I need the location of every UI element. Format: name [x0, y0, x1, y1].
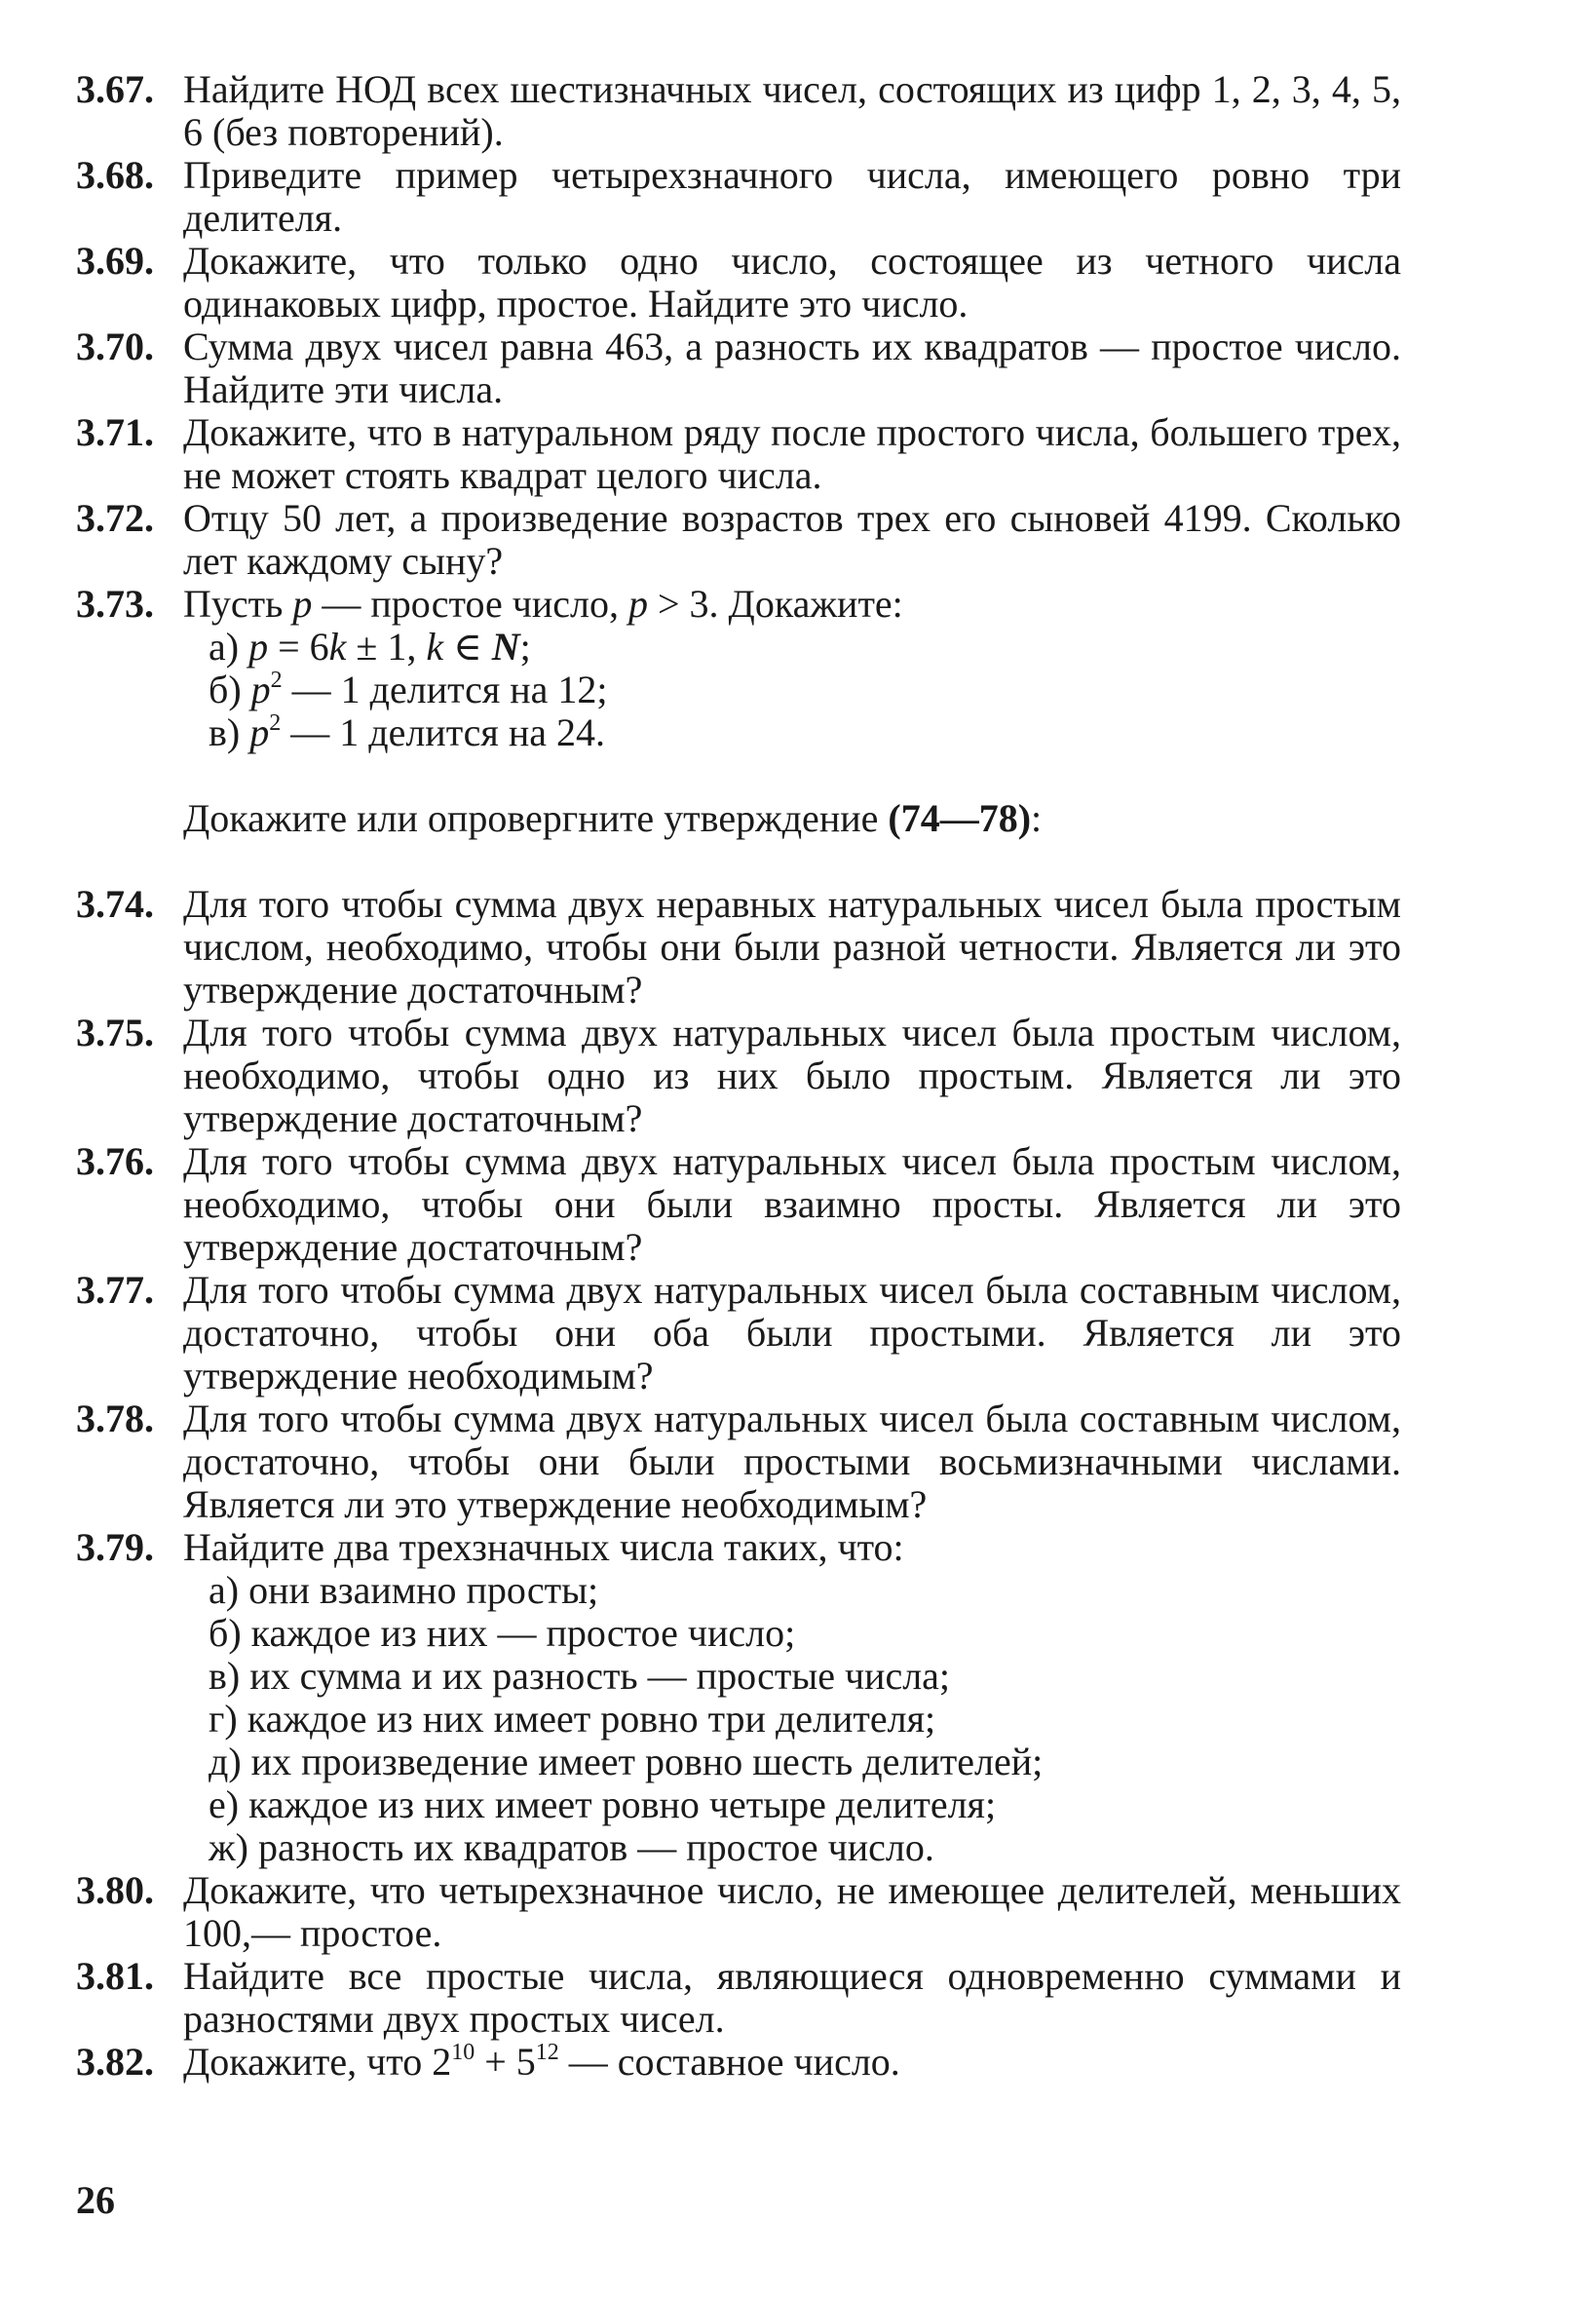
problem-text: Для того чтобы сумма двух натуральных чисел была составным числом, достаточно, чтобы они оба были простыми. Является ли это утверждение необходимым? — [183, 1268, 1401, 1397]
problem-text: Докажите, что четырехзначное число, не имеющее делителей, меньших 100,— простое. — [183, 1868, 1401, 1955]
problem-number: 3.73. — [76, 582, 154, 626]
problem-number: 3.70. — [76, 325, 154, 368]
problem-3-77 — [76, 1269, 1401, 1397]
problem-intro: Пусть p — простое число, p > 3. Докажите: — [183, 582, 903, 626]
problem-3-78 — [76, 1397, 1401, 1526]
problem-3-79 — [76, 1526, 1401, 1869]
problem-number: 3.72. — [76, 496, 154, 540]
sub-item: а) они взаимно просты; — [209, 1568, 599, 1612]
problem-3-73 — [76, 583, 1401, 754]
sub-items — [183, 1569, 1401, 1869]
sub-item: г) каждое из них имеет ровно три делителя; — [209, 1697, 936, 1741]
problem-number: 3.79. — [76, 1525, 154, 1569]
sub-item-b: б) $p^2$ — 1 делится на 12; — [209, 668, 608, 711]
problem-text: Докажите, что $2^{10} + 5^{12}$ — составное число. — [183, 2040, 900, 2084]
sub-item: д) их произведение имеет ровно шесть делителей; — [209, 1740, 1044, 1783]
problem-number: 3.68. — [76, 153, 154, 197]
problem-number: 3.81. — [76, 1954, 154, 1998]
problem-3-72 — [76, 497, 1401, 583]
problem-3-76 — [76, 1140, 1401, 1269]
problem-3-69 — [76, 240, 1401, 325]
sub-item: е) каждое из них имеет ровно четыре делителя; — [209, 1782, 997, 1826]
problem-text: Для того чтобы сумма двух натуральных чисел была простым числом, необходимо, чтобы одно из них было простым. Является ли это утверждение достаточным? — [183, 1011, 1401, 1140]
problem-text: Докажите, что только одно число, состоящее из четного числа одинаковых цифр, простое. Найдите это число. — [183, 239, 1401, 325]
problem-3-81 — [76, 1955, 1401, 2041]
problem-3-74 — [76, 883, 1401, 1012]
problem-3-75 — [76, 1012, 1401, 1140]
problem-3-70 — [76, 325, 1401, 411]
problem-text: Найдите НОД всех шестизначных чисел, состоящих из цифр 1, 2, 3, 4, 5, 6 (без повторений). — [183, 67, 1401, 154]
sub-item-v: в) $p^2$ — 1 делится на 24. — [209, 710, 605, 754]
problem-text: Для того чтобы сумма двух натуральных чисел была простым числом, необходимо, чтобы они были взаимно просты. Является ли это утверждение достаточным? — [183, 1139, 1401, 1269]
problem-text: Для того чтобы сумма двух неравных натуральных чисел была простым числом, необходимо, чтобы они были разной четности. Является ли это утверждение достаточным? — [183, 882, 1401, 1012]
problem-number: 3.77. — [76, 1268, 154, 1312]
problem-intro: Найдите два трехзначных числа таких, что: — [183, 1525, 904, 1569]
page-number: 26 — [76, 2178, 115, 2222]
problem-3-80 — [76, 1869, 1401, 1955]
problem-text: Сумма двух чисел равна 463, а разность их квадратов — простое число. Найдите эти числа. — [183, 325, 1401, 411]
sub-item: ж) разность их квадратов — простое число. — [209, 1825, 934, 1869]
problem-text: Для того чтобы сумма двух натуральных чисел была составным числом, достаточно, чтобы они были простыми восьмизначными числами. Является ли это утверждение необходимым? — [183, 1397, 1401, 1526]
problem-text: Докажите, что в натуральном ряду после простого числа, большего трех, не может стоять квадрат целого числа. — [183, 410, 1401, 497]
section-heading: Докажите или опровергните утверждение (74—78): — [183, 796, 1043, 840]
problem-3-82 — [76, 2041, 1401, 2084]
problem-number: 3.74. — [76, 882, 154, 926]
sub-item: в) их сумма и их разность — простые числа; — [209, 1654, 951, 1698]
problem-text: Найдите все простые числа, являющиеся одновременно суммами и разностями двух простых чисел. — [183, 1954, 1401, 2041]
problem-number: 3.80. — [76, 1868, 154, 1912]
problem-number: 3.67. — [76, 67, 154, 111]
problem-number: 3.78. — [76, 1397, 154, 1440]
problem-list — [76, 68, 1401, 2084]
sub-item-a: а) p = 6k ± 1, k ∈ N; — [209, 625, 531, 669]
sub-items — [183, 626, 1401, 754]
problem-number: 3.75. — [76, 1011, 154, 1054]
problem-3-68 — [76, 154, 1401, 240]
problem-3-71 — [76, 411, 1401, 497]
problem-3-67 — [76, 68, 1401, 154]
problem-number: 3.76. — [76, 1139, 154, 1183]
problem-text: Отцу 50 лет, а произведение возрастов трех его сыновей 4199. Сколько лет каждому сыну? — [183, 496, 1401, 583]
problem-text: Приведите пример четырехзначного числа, имеющего ровно три делителя. — [183, 153, 1401, 240]
problem-number: 3.82. — [76, 2040, 154, 2084]
problem-number: 3.71. — [76, 410, 154, 454]
sub-item: б) каждое из них — простое число; — [209, 1611, 796, 1655]
problem-number: 3.69. — [76, 239, 154, 283]
